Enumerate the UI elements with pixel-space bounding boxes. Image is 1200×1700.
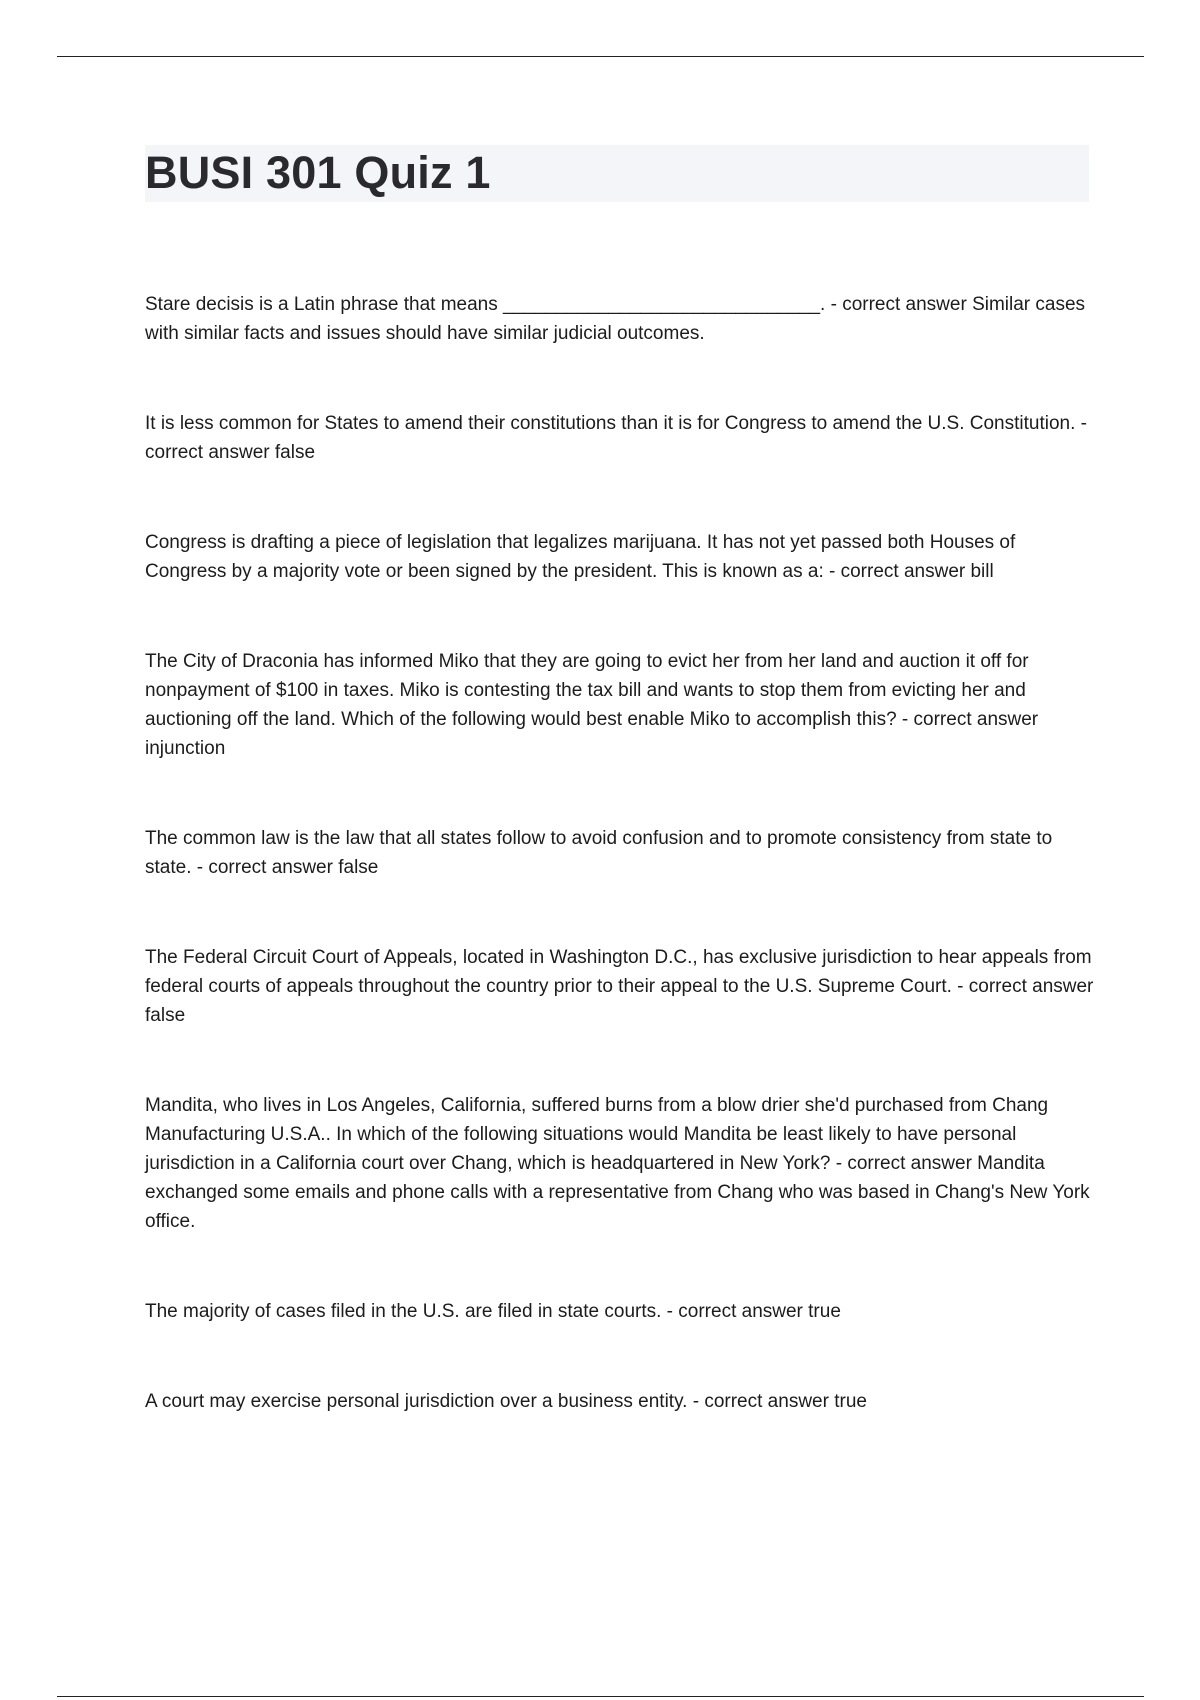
question-item-3: Congress is drafting a piece of legislation that legalizes marijuana. It has not yet passed both Houses of Congress by a majority vote or been signed by the president. This is known as a: - correct answer bill (145, 532, 1016, 582)
question-item-2: It is less common for States to amend their constitutions than it is for Congress to amend the U.S. Constitution. - correct answer false (145, 413, 1087, 463)
top-rule (57, 56, 1144, 57)
bottom-rule (57, 1696, 1144, 1697)
question-item-6: The Federal Circuit Court of Appeals, located in Washington D.C., has exclusive jurisdiction to hear appeals from federal courts of appeals throughout the country prior to their appeal to the U.S. Supreme Court. - correct answer false (145, 947, 1094, 1026)
title-block (145, 145, 1089, 202)
question-item-1: Stare decisis is a Latin phrase that means ______________________________. - correct answer Similar cases with similar facts and issues should have similar judicial outcomes. (145, 294, 1086, 344)
page-title: BUSI 301 Quiz 1 (145, 147, 491, 198)
question-item-4: The City of Draconia has informed Miko that they are going to evict her from her land and auction it off for nonpayment of $100 in taxes. Miko is contesting the tax bill and wants to stop them from evicting her and auctioning off the land. Which of the following would best enable Miko to accomplish this? - correct answer injunction (145, 651, 1039, 759)
question-item-5: The common law is the law that all states follow to avoid confusion and to promote consistency from state to state. - correct answer false (145, 828, 1053, 878)
question-list (145, 290, 1095, 1477)
question-item-9: A court may exercise personal jurisdiction over a business entity. - correct answer true (145, 1391, 867, 1412)
question-item-7: Mandita, who lives in Los Angeles, California, suffered burns from a blow drier she'd purchased from Chang Manufacturing U.S.A.. In which of the following situations would Mandita be least likely to have personal jurisdiction in a California court over Chang, which is headquartered in New York? - correct answer Mandita exchanged some emails and phone calls with a representative from Chang who was based in Chang's New York office. (145, 1095, 1090, 1232)
question-item-8: The majority of cases filed in the U.S. are filed in state courts. - correct answer true (145, 1301, 841, 1322)
